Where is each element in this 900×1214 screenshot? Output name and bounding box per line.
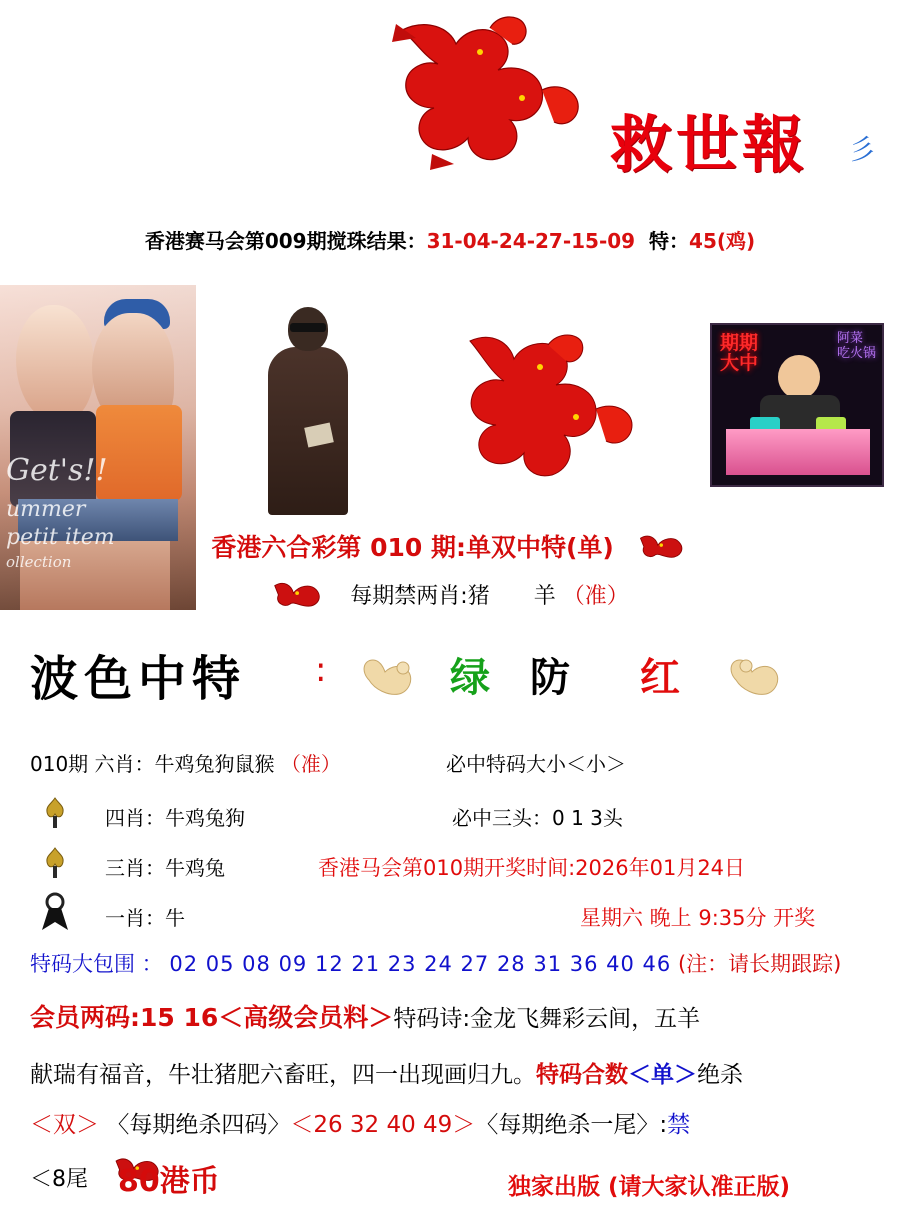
color-tip-red: 红	[640, 655, 680, 701]
member-numbers: 15 16	[140, 1003, 219, 1032]
member-line	[30, 998, 700, 1034]
ban-line-text: 每期禁两肖:猪 羊	[350, 584, 556, 609]
kill4-label: 〈每期绝杀四码〉	[106, 1112, 291, 1138]
big-pack-label: 特码大包围 ：	[30, 952, 163, 976]
sum-tail: 绝杀	[697, 1062, 743, 1088]
fleur-icon-2	[42, 846, 68, 880]
sum-value: ＜单＞	[628, 1062, 697, 1088]
tv-desk	[726, 429, 870, 475]
draw-result-numbers: 31-04-24-27-15-09	[426, 229, 636, 253]
row-six-zodiac	[30, 748, 341, 777]
kill4-numbers: ＜26 32 40 49＞	[290, 1112, 476, 1138]
ribbon-icon	[38, 892, 64, 926]
tv-neon-left-text: 期期 大中	[720, 332, 759, 374]
draw-special-value: 45(鸡)	[689, 229, 756, 253]
color-tip-row	[30, 640, 870, 712]
kill1-label: 〈每期绝杀一尾〉:	[475, 1112, 668, 1138]
tail-value: ＜8尾	[30, 1167, 88, 1192]
poem-label: 特码诗:	[393, 1006, 471, 1032]
poem-line2: 献瑞有福音，牛壮猪肥六畜旺，四一出现画归九。	[30, 1062, 536, 1088]
row-three-zodiac: 三肖：牛鸡兔	[105, 856, 225, 880]
color-tip-fang: 防	[530, 655, 570, 701]
man-photo-image	[258, 307, 358, 515]
issue-title	[0, 528, 900, 567]
issue-title-text: 香港六合彩第 010 期:单双中特(单)	[211, 533, 614, 562]
tail-line	[30, 1162, 88, 1193]
tv-panel-image	[710, 323, 884, 487]
masthead-mark-icon: 彡	[848, 133, 877, 166]
ban-line-zhun: （准）	[562, 584, 629, 609]
row-six-zodiac-zhun: （准）	[280, 752, 341, 776]
page-title: 救世報	[610, 108, 809, 181]
poster-text-line3: petit item	[6, 525, 115, 550]
dragon-icon	[372, 12, 602, 172]
ban-line	[0, 578, 900, 616]
glasses-icon	[290, 323, 326, 332]
tv-person-head	[778, 355, 820, 399]
row-four-zodiac: 四肖：牛鸡兔狗	[105, 806, 245, 830]
draw-result-prefix: 香港赛马会第009期搅珠结果：	[144, 229, 427, 253]
row-three-head-tip: 必中三头：0 1 3头	[452, 806, 623, 830]
poster-text-line4: ollection	[6, 553, 72, 571]
kill1-value: 禁	[667, 1112, 691, 1138]
color-tip-label: 波色中特	[30, 651, 247, 707]
poem-line1: 金龙飞舞彩云间，五羊	[470, 1006, 701, 1032]
row-one-zodiac: 一肖：牛	[105, 906, 185, 930]
member-label: 会员两码:	[30, 1003, 140, 1032]
big-pack-numbers: 02 05 08 09 12 21 23 24 27 28 31 36 40 46	[169, 952, 672, 976]
dragon-icon-small-ban	[271, 578, 327, 616]
poster-text-line2: ummer	[6, 497, 86, 522]
dragon-icon-center	[448, 327, 648, 497]
angel-icon-left	[355, 650, 425, 710]
girl-face-left	[16, 305, 94, 423]
row-six-zodiac-text: 010期 六肖：牛鸡兔狗鼠猴	[30, 752, 275, 776]
page-header	[0, 0, 900, 205]
big-pack-line	[30, 948, 841, 978]
girl-top-right	[96, 405, 182, 501]
row-size-tip: 必中特码大小＜小＞	[446, 752, 626, 776]
poem-line2-row	[30, 1056, 743, 1089]
kill-line	[30, 1106, 690, 1139]
sum-label: 特码合数	[536, 1062, 628, 1088]
publisher-note: 独家出版 (请大家认准正版)	[508, 1174, 791, 1200]
tv-neon-right-text: 阿菜 吃火锅	[836, 331, 876, 361]
row-draw-date: 香港马会第010期开奖时间:2026年01月24日	[318, 856, 746, 880]
color-tip-green: 绿	[450, 655, 490, 701]
draw-special-label: 特：	[649, 229, 690, 253]
row-draw-time: 星期六 晚上 9:35分 开奖	[580, 906, 816, 930]
poster-text-line1: Get's!!	[6, 453, 108, 488]
shuang-value: ＜双＞	[30, 1112, 99, 1138]
angel-icon-right	[720, 648, 790, 708]
fleur-icon-1	[42, 796, 68, 830]
member-tag: ＜高级会员料＞	[218, 1003, 394, 1032]
big-pack-note: (注：请长期跟踪)	[677, 952, 842, 976]
price-label: 80港币	[118, 1164, 220, 1199]
color-tip-colon: :	[315, 650, 327, 690]
dragon-icon-small-title	[637, 531, 689, 567]
draw-result-line	[0, 225, 900, 254]
